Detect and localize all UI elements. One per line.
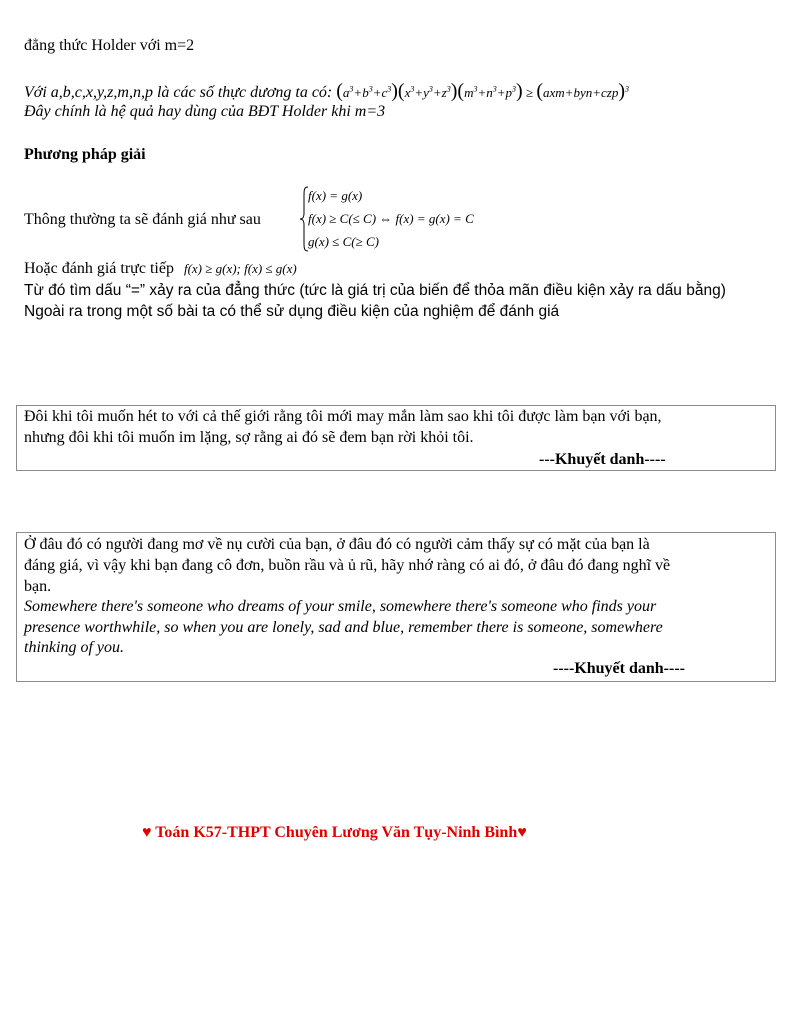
quote2-vi-line-2: đáng giá, vì vậy khi bạn đang cô đơn, buồn rầu và ủ rũ, hãy nhớ ràng có ai đó, ở đâu đó đang nghĩ về [24, 557, 671, 574]
quote1-line-2: nhưng đôi khi tôi muốn im lặng, sợ rằng ai đó sẽ đem bạn rời khỏi tôi. [24, 429, 474, 446]
system-line-3: g(x) ≤ C(≥ C) [308, 234, 379, 249]
quote2-en-line-2: presence worthwhile, so when you are lonely, sad and blue, remember there is someone, somewhere [24, 619, 663, 636]
holder-note: Đây chính là hệ quả hay dùng của BĐT Holder khi m=3 [24, 103, 386, 120]
quote2-author: ----Khuyết danh---- [553, 660, 685, 677]
direct-text: Hoặc đánh giá trực tiếp [24, 260, 174, 277]
direct-formula: f(x) ≥ g(x); f(x) ≤ g(x) [183, 261, 297, 276]
holder-text: Với a,b,c,x,y,z,m,n,p là các số thực dương ta có: [24, 84, 333, 101]
quote-box-2 [16, 532, 776, 682]
quote2-en-line-1: Somewhere there's someone who dreams of your smile, somewhere there's someone who finds your [24, 598, 657, 615]
system-line-1: f(x) = g(x) [308, 188, 363, 203]
other-line: Ngoài ra trong một số bài ta có thể sử dụng điều kiện của nghiệm để đánh giá [24, 303, 560, 320]
quote-box-1 [16, 405, 776, 471]
direct-line [24, 260, 297, 278]
find-line: Từ đó tìm dấu “=” xảy ra của đẳng thức (tức là giá trị của biến để thỏa mãn điều kiện xảy ra dấu bằng) [24, 282, 726, 299]
system-line-2: f(x) ≥ C(≤ C) ⇔ f(x) = g(x) = C [308, 211, 474, 226]
footer-signature: ♥ Toán K57-THPT Chuyên Lương Văn Tụy-Ninh Bình♥ [142, 824, 527, 841]
holder-formula: $(a^3+b^3+c^3)(x^3+y^3+z^3)(m^3+n^3+p^3) \ge (axm+byn+czp)^3$ [336, 80, 629, 102]
holder-statement [24, 80, 629, 103]
quote2-en-line-3: thinking of you. [24, 639, 124, 656]
quote1-line-1: Đôi khi tôi muốn hét to với cả thế giới rằng tôi mới may mắn làm sao khi tôi được làm bạn với bạn, [24, 408, 662, 425]
evaluate-text: Thông thường ta sẽ đánh giá như sau [24, 211, 261, 228]
method-heading: Phương pháp giải [24, 146, 146, 163]
quote2-vi-line-3: bạn. [24, 578, 52, 595]
quote1-author: ---Khuyết danh---- [539, 451, 666, 468]
intro-line: đẳng thức Holder với m=2 [24, 37, 195, 54]
quote2-vi-line-1: Ở đâu đó có người đang mơ về nụ cười của bạn, ở đâu đó có người cảm thấy sự có mặt của bạn là [24, 536, 650, 553]
